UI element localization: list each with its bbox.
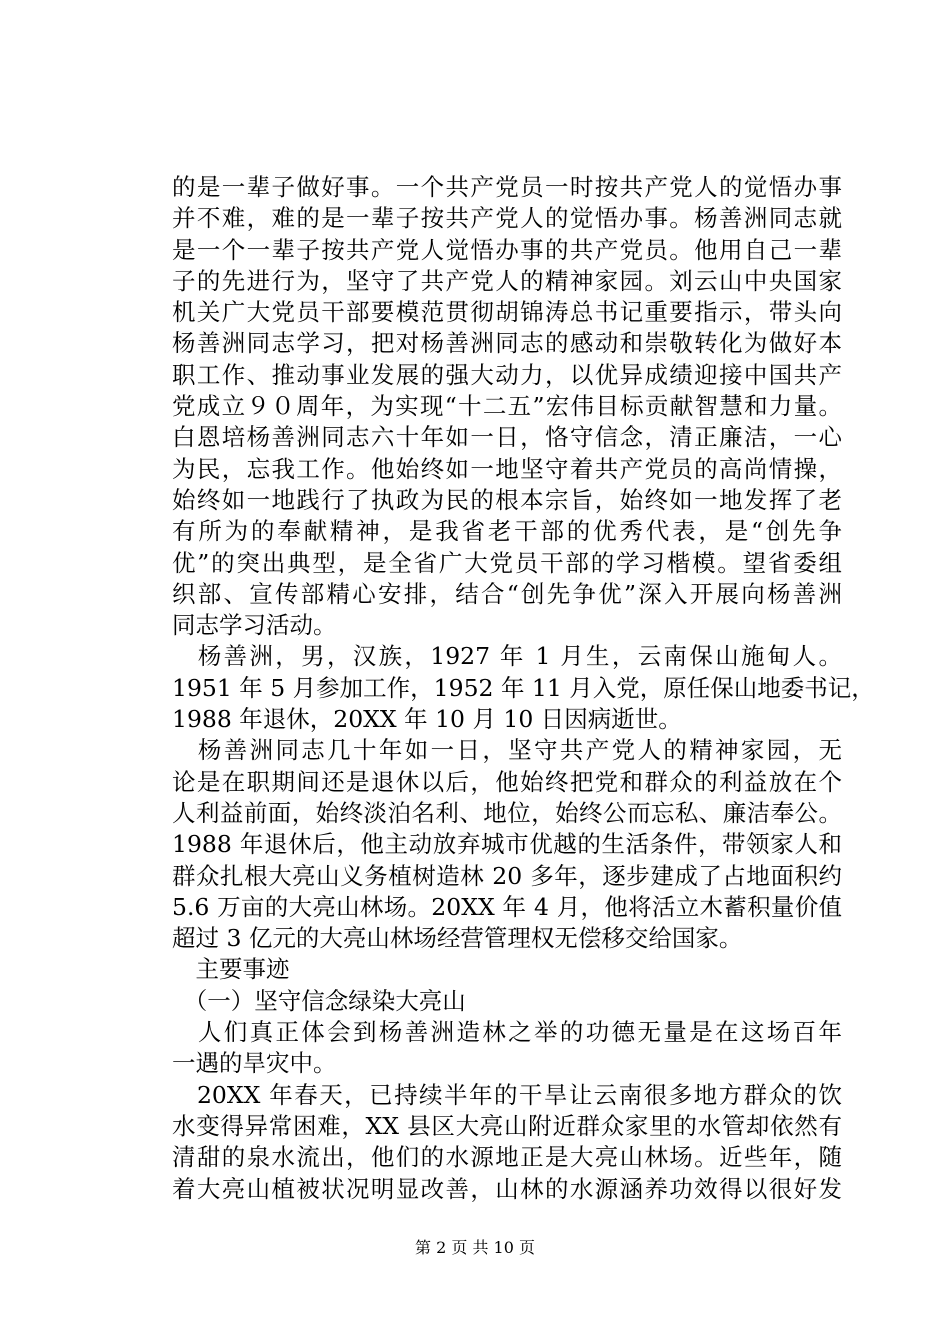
text-line: 清甜的泉水流出，他们的水源地正是大亮山林场。近些年，随	[172, 1143, 842, 1172]
text-line: 是一个一辈子按共产党人觉悟办事的共产党员。他用自己一辈	[172, 235, 842, 264]
page-footer: 第 2 页 共 10 页	[415, 1238, 535, 1257]
text-line: 1988 年退休后，他主动放弃城市优越的生活条件，带领家人和	[172, 830, 842, 859]
text-line: 超过 3 亿元的大亮山林场经营管理权无偿移交给国家。	[172, 924, 743, 953]
text-line: 的是一辈子做好事。一个共产党员一时按共产党人的觉悟办事	[172, 173, 842, 201]
text-line: 子的先进行为，坚守了共产党人的精神家园。刘云山中央国家	[172, 266, 842, 295]
text-line: 人们真正体会到杨善洲造林之举的功德无量是在这场百年	[172, 1018, 842, 1047]
text-line: 论是在职期间还是退休以后，他始终把党和群众的利益放在个	[172, 767, 842, 796]
text-line: 为民，忘我工作。他始终如一地坚守着共产党员的高尚情操，	[172, 454, 842, 483]
text-line: 1951 年 5 月参加工作，1952 年 11 月入党，原任保山地委书记，	[172, 673, 875, 702]
text-line: 一遇的旱灾中。	[172, 1049, 337, 1078]
text-line: 1988 年退休，20XX 年 10 月 10 日因病逝世。	[172, 705, 682, 734]
text-line: 人利益前面，始终淡泊名利、地位，始终公而忘私、廉洁奉公。	[172, 798, 842, 827]
text-line: 水变得异常困难，XX 县区大亮山附近群众家里的水管却依然有	[172, 1111, 842, 1140]
text-line: 优”的突出典型，是全省广大党员干部的学习楷模。望省委组	[172, 548, 842, 577]
text-line: 着大亮山植被状况明显改善，山林的水源涵养功效得以很好发	[172, 1174, 842, 1203]
text-line: （一）坚守信念绿染大亮山	[172, 986, 466, 1015]
text-line: 有所为的奉献精神，是我省老干部的优秀代表，是“创先争	[172, 517, 842, 546]
document-body	[172, 172, 875, 1205]
text-line: 同志学习活动。	[172, 611, 337, 640]
text-line: 党成立９０周年，为实现“十二五”宏伟目标贡献智慧和力量。	[172, 392, 842, 421]
text-line: 职工作、推动事业发展的强大动力，以优异成绩迎接中国共产	[172, 360, 842, 389]
text-line: 20XX 年春天，已持续半年的干旱让云南很多地方群众的饮	[172, 1080, 842, 1109]
text-line: 始终如一地践行了执政为民的根本宗旨，始终如一地发挥了老	[172, 485, 842, 514]
text-line: 杨善洲同志学习，把对杨善洲同志的感动和崇敬转化为做好本	[172, 329, 842, 358]
text-line: 杨善洲，男，汉族，1927 年 1 月生，云南保山施甸人。	[172, 642, 842, 671]
text-line: 白恩培杨善洲同志六十年如一日，恪守信念，清正廉洁，一心	[172, 423, 842, 452]
text-line: 并不难，难的是一辈子按共产党人的觉悟办事。杨善洲同志就	[172, 204, 842, 233]
text-line: 机关广大党员干部要模范贯彻胡锦涛总书记重要指示，带头向	[172, 298, 842, 327]
text-line: 杨善洲同志几十年如一日，坚守共产党人的精神家园，无	[172, 736, 842, 765]
text-line: 主要事迹	[172, 955, 290, 984]
text-line: 织部、宣传部精心安排，结合“创先争优”深入开展向杨善洲	[172, 579, 842, 608]
text-line: 5.6 万亩的大亮山林场。20XX 年 4 月，他将活立木蓄积量价值	[172, 892, 842, 921]
text-line: 群众扎根大亮山义务植树造林 20 多年，逐步建成了占地面积约	[172, 861, 842, 890]
